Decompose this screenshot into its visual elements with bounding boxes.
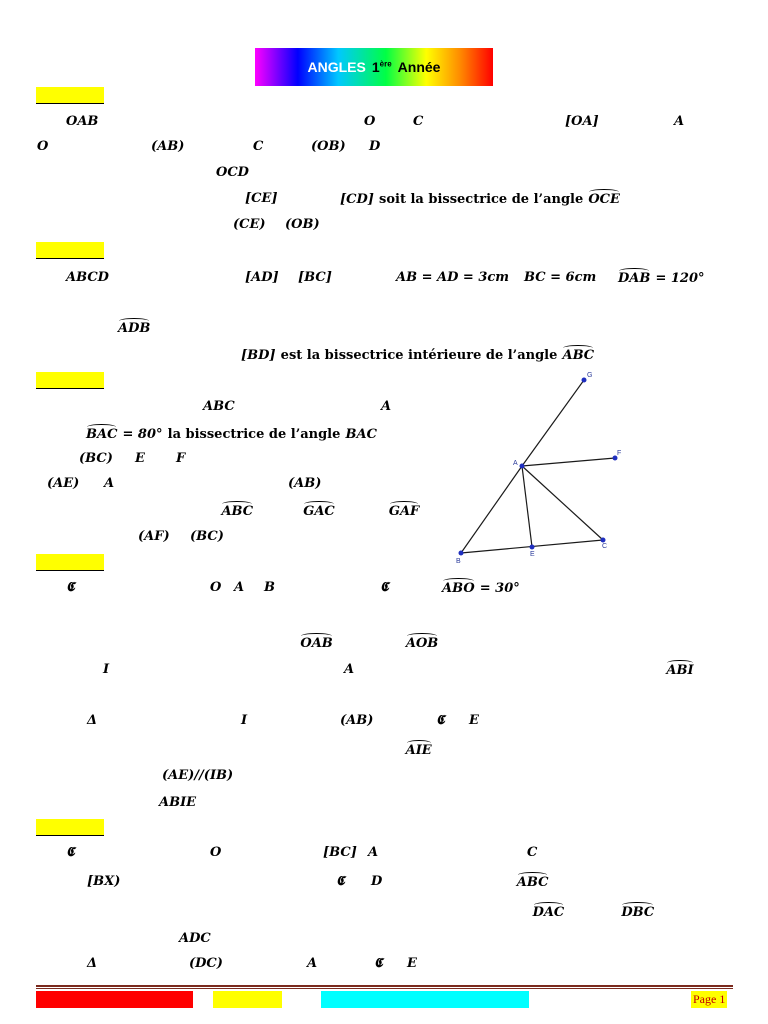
ex1-text: D [369, 139, 381, 154]
ex1-text: [CE] [245, 191, 278, 206]
exercise-1-marker [36, 87, 104, 104]
ex2-angle-adb: ADB [118, 318, 150, 336]
ex4-angle: ABI [666, 660, 693, 678]
ex5-text: (DC) [189, 956, 223, 971]
ex2-text: [BC] [298, 270, 332, 285]
ex4-text: 𝕮 [380, 580, 389, 595]
ex5-text: [BX) [87, 874, 121, 889]
ex3-angle-sentence: BAC = 80° la bissectrice de l’angle BAC [86, 423, 377, 442]
ex1-text: (CE) [233, 217, 266, 232]
ex4-text: I [103, 662, 110, 677]
ex4-text: 𝕮 [66, 580, 75, 595]
ex3-text: (BC) [190, 529, 224, 544]
ex3-text: (AE) [47, 476, 80, 491]
ex5-text: A [368, 845, 379, 860]
ex2-bisector-sentence: [BD] est la bissectrice intérieure de l’angle ABC [241, 344, 594, 363]
ex4-angle: AOB [406, 633, 438, 651]
ex2-angle-dab: DAB = 120° [618, 267, 705, 286]
ex1-text: C [253, 139, 264, 154]
triangle-figure [440, 365, 640, 570]
ex5-text: C [527, 845, 538, 860]
ex3-text: (BC) [79, 451, 113, 466]
footer-red-bar [36, 991, 193, 1008]
point-a [520, 464, 525, 469]
ex4-text: 𝕮 [436, 713, 445, 728]
ex1-text: (OB) [311, 139, 346, 154]
ex3-text: A [104, 476, 115, 491]
ex3-text: (AF) [138, 529, 170, 544]
label-a: A [513, 460, 518, 467]
ex4-text: (AB) [340, 713, 374, 728]
ex5-text: 𝕮 [374, 956, 383, 971]
ex5-text: 𝕮 [66, 845, 75, 860]
exercise-2-marker [36, 242, 104, 259]
ex3-angle: ABC [221, 501, 253, 519]
page-number: Page 1 [693, 992, 726, 1006]
ex4-text: A [234, 580, 245, 595]
ex3-angle: GAF [389, 501, 419, 519]
footer-yellow-bar [213, 991, 282, 1008]
ex1-text: A [674, 114, 685, 129]
ex1-text: (OB) [285, 217, 320, 232]
title-banner [255, 48, 493, 86]
title-number: 1ère [371, 59, 392, 75]
label-e: E [530, 551, 535, 558]
ex1-bisector-sentence: [CD] soit la bissectrice de l’angle OCE [340, 188, 620, 207]
ex1-text: O [364, 114, 376, 129]
ex4-text: I [241, 713, 248, 728]
label-f: F [617, 450, 622, 457]
exercise-5-marker [36, 819, 104, 836]
ex1-text: (AB) [151, 139, 185, 154]
ex1-text: [OA] [565, 114, 599, 129]
ex4-text: (AE)//(IB) [162, 768, 234, 783]
title-word: ANGLES [307, 59, 366, 75]
ex5-text: [BC] [323, 845, 357, 860]
ex5-text: D [371, 874, 383, 889]
ex5-angle: DAC [533, 902, 565, 920]
ex4-angle: AIE [406, 740, 432, 758]
ex4-text: B [264, 580, 275, 595]
ex2-text: ABCD [66, 270, 109, 285]
point-b [459, 551, 464, 556]
ex5-text: ADC [179, 931, 211, 946]
ex1-text: OAB [66, 114, 99, 129]
label-g: G [587, 372, 593, 379]
label-c: C [602, 543, 608, 550]
exercise-3-marker [36, 372, 104, 389]
ex5-text: Δ [87, 956, 98, 971]
ex5-angle: DBC [621, 902, 654, 920]
ex4-text: A [344, 662, 355, 677]
footer-cyan-bar [321, 991, 529, 1008]
ex5-angle: ABC [517, 872, 549, 890]
ex5-text: 𝕮 [336, 874, 345, 889]
ex2-text: [AD] [245, 270, 279, 285]
ex1-text: C [413, 114, 424, 129]
ex4-angle: OAB [300, 633, 332, 651]
ex4-text: Δ [87, 713, 98, 728]
point-c [601, 538, 606, 543]
ex5-text: E [407, 956, 417, 971]
ex3-angle: GAC [303, 501, 335, 519]
ex4-text: ABIE [159, 795, 197, 810]
label-b: B [456, 558, 461, 565]
ex3-text: A [381, 399, 392, 414]
ex4-angle-abo: ABO = 30° [442, 577, 520, 596]
point-g [582, 378, 587, 383]
ex5-text: O [210, 845, 222, 860]
ex2-text: BC = 6cm [524, 270, 597, 285]
ex3-text: E [135, 451, 145, 466]
point-e [530, 545, 535, 550]
footer-rule [36, 985, 733, 987]
ex1-text: OCD [216, 165, 249, 180]
ex3-text: (AB) [288, 476, 322, 491]
ex3-text: ABC [203, 399, 235, 414]
ex4-text: O [210, 580, 222, 595]
ex4-text: E [469, 713, 479, 728]
ex3-text: F [176, 451, 186, 466]
ex5-text: A [307, 956, 318, 971]
footer-rule-thin [36, 988, 733, 989]
title-year: Année [397, 59, 441, 75]
ex2-text: AB = AD = 3cm [396, 270, 510, 285]
exercise-4-marker [36, 554, 104, 571]
ex1-text: O [37, 139, 49, 154]
